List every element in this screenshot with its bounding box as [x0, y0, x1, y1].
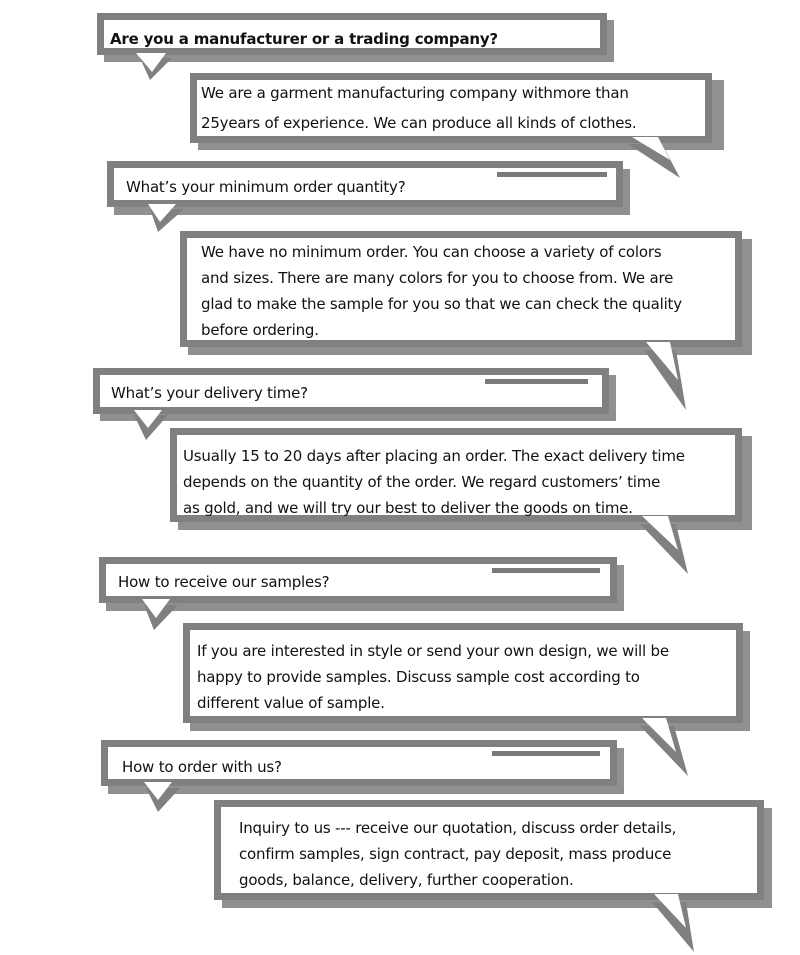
answer-1-line: 25years of experience. We can produce all kinds of clothes. — [201, 114, 637, 132]
question-5-text: How to order with us? — [122, 758, 282, 776]
answer-5-line: Inquiry to us --- receive our quotation, discuss order details, — [239, 819, 677, 837]
question-3-text: What’s your delivery time? — [111, 384, 308, 402]
answer-5-text — [239, 815, 676, 893]
answer-3-text — [183, 443, 685, 521]
answer-2-line: We have no minimum order. You can choose a variety of colors — [201, 243, 662, 261]
answer-3-line: Usually 15 to 20 days after placing an order. The exact delivery time — [183, 447, 685, 465]
answer-2-line: before ordering. — [201, 321, 319, 339]
answer-5-line: goods, balance, delivery, further cooperation. — [239, 871, 574, 889]
answer-3-line: depends on the quantity of the order. We regard customers’ time — [183, 473, 661, 491]
answer-4-line: different value of sample. — [197, 694, 385, 712]
answer-2-line: and sizes. There are many colors for you to choose from. We are — [201, 269, 674, 287]
answer-2-line: glad to make the sample for you so that we can check the quality — [201, 295, 682, 313]
answer-2-text — [201, 239, 682, 343]
answer-5-line: confirm samples, sign contract, pay deposit, mass produce — [239, 845, 672, 863]
question-2-text: What’s your minimum order quantity? — [126, 178, 406, 196]
answer-1-line: We are a garment manufacturing company withmore than — [201, 84, 629, 102]
answer-4-line: happy to provide samples. Discuss sample cost according to — [197, 668, 640, 686]
answer-3-line: as gold, and we will try our best to deliver the goods on time. — [183, 499, 633, 517]
question-4-text: How to receive our samples? — [118, 573, 330, 591]
question-1-text: Are you a manufacturer or a trading company? — [110, 30, 498, 48]
answer-4-text — [197, 638, 669, 716]
answer-1-text — [201, 78, 636, 138]
answer-4-line: If you are interested in style or send your own design, we will be — [197, 642, 669, 660]
